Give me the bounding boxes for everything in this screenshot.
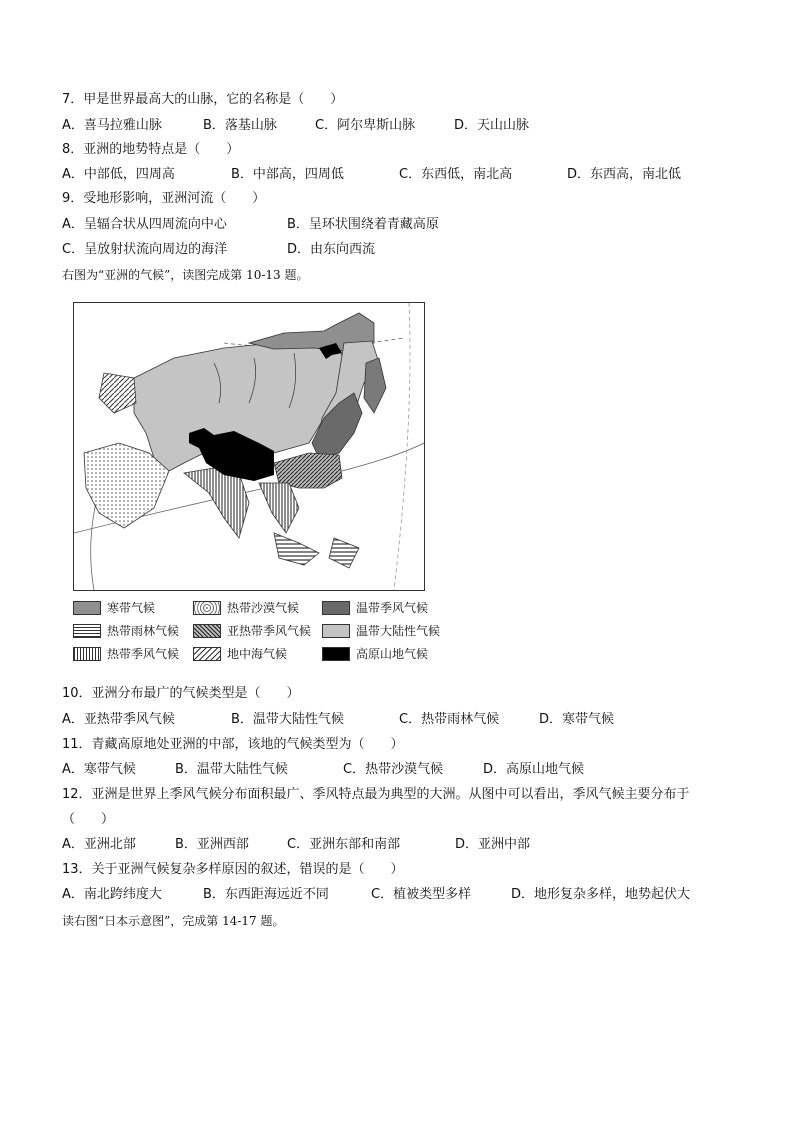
legend-tropical-monsoon: 热带季风气候 xyxy=(73,645,179,662)
legend-swatch xyxy=(73,601,101,615)
q10-option-a: A．亚热带季风气候 xyxy=(62,712,175,727)
japan-map-instruction-note: 读右图“日本示意图”，完成第 14-17 题。 xyxy=(62,914,285,928)
q12-option-c: C．亚洲东部和南部 xyxy=(287,837,401,852)
legend-tropical-desert: 热带沙漠气候 xyxy=(193,599,299,616)
question-8-stem: 8．亚洲的地势特点是（ ） xyxy=(62,142,240,157)
question-12-stem: 12．亚洲是世界上季风气候分布面积最广、季风特点最为典型的大洲。从图中可以看出，季风气候主要分布于 xyxy=(62,787,690,802)
q7-option-c: C．阿尔卑斯山脉 xyxy=(315,118,416,133)
q13-option-a: A．南北跨纬度大 xyxy=(62,887,162,902)
map-instruction-note: 右图为“亚洲的气候”，读图完成第 10-13 题。 xyxy=(62,268,309,282)
legend-temperate-continental: 温带大陆性气候 xyxy=(322,622,440,639)
q9-option-a: A．呈辐合状从四周流向中心 xyxy=(62,217,227,232)
question-9-stem: 9．受地形影响，亚洲河流（ ） xyxy=(62,191,266,206)
q8-option-b: B．中部高，四周低 xyxy=(231,167,344,182)
legend-swatch xyxy=(322,647,350,661)
question-10-stem: 10．亚洲分布最广的气候类型是（ ） xyxy=(62,686,300,701)
asia-climate-map xyxy=(73,302,425,591)
q13-option-d: D．地形复杂多样，地势起伏大 xyxy=(511,887,691,902)
legend-highland: 高原山地气候 xyxy=(322,645,428,662)
q11-option-d: D．高原山地气候 xyxy=(483,762,585,777)
q8-option-c: C．东西低，南北高 xyxy=(399,167,513,182)
q7-option-d: D．天山山脉 xyxy=(454,118,530,133)
legend-mediterranean: 地中海气候 xyxy=(193,645,287,662)
q7-option-b: B．落基山脉 xyxy=(203,118,277,133)
legend-swatch xyxy=(322,624,350,638)
legend-swatch xyxy=(73,624,101,638)
legend-tropical-rainforest: 热带雨林气候 xyxy=(73,622,179,639)
q9-option-c: C．呈放射状流向周边的海洋 xyxy=(62,242,228,257)
q10-option-d: D．寒带气候 xyxy=(539,712,615,727)
q10-option-c: C．热带雨林气候 xyxy=(399,712,500,727)
q12-option-d: D．亚洲中部 xyxy=(455,837,531,852)
q8-option-d: D．东西高，南北低 xyxy=(567,167,682,182)
legend-swatch xyxy=(193,647,221,661)
q11-option-b: B．温带大陆性气候 xyxy=(175,762,288,777)
legend-swatch xyxy=(73,647,101,661)
legend-swatch xyxy=(193,624,221,638)
q13-option-b: B．东西距海远近不同 xyxy=(203,887,329,902)
q13-option-c: C．植被类型多样 xyxy=(371,887,472,902)
legend-swatch xyxy=(193,601,221,615)
legend-temperate-monsoon: 温带季风气候 xyxy=(322,599,428,616)
legend-cold: 寒带气候 xyxy=(73,599,155,616)
q9-option-b: B．呈环状围绕着青藏高原 xyxy=(287,217,439,232)
q8-option-a: A．中部低，四周高 xyxy=(62,167,175,182)
legend-subtropical-monsoon: 亚热带季风气候 xyxy=(193,622,311,639)
question-13-stem: 13．关于亚洲气候复杂多样原因的叙述，错误的是（ ） xyxy=(62,862,404,877)
q12-option-a: A．亚洲北部 xyxy=(62,837,136,852)
q11-option-a: A．寒带气候 xyxy=(62,762,136,777)
legend-swatch xyxy=(322,601,350,615)
q10-option-b: B．温带大陆性气候 xyxy=(231,712,344,727)
q7-option-a: A．喜马拉雅山脉 xyxy=(62,118,162,133)
q9-option-d: D．由东向西流 xyxy=(287,242,376,257)
question-7-stem: 7．甲是世界最高大的山脉，它的名称是（ ） xyxy=(62,92,344,107)
question-11-stem: 11．青藏高原地处亚洲的中部，该地的气候类型为（ ） xyxy=(62,737,404,752)
question-12-stem-cont: （ ） xyxy=(62,812,115,827)
q12-option-b: B．亚洲西部 xyxy=(175,837,249,852)
q11-option-c: C．热带沙漠气候 xyxy=(343,762,444,777)
